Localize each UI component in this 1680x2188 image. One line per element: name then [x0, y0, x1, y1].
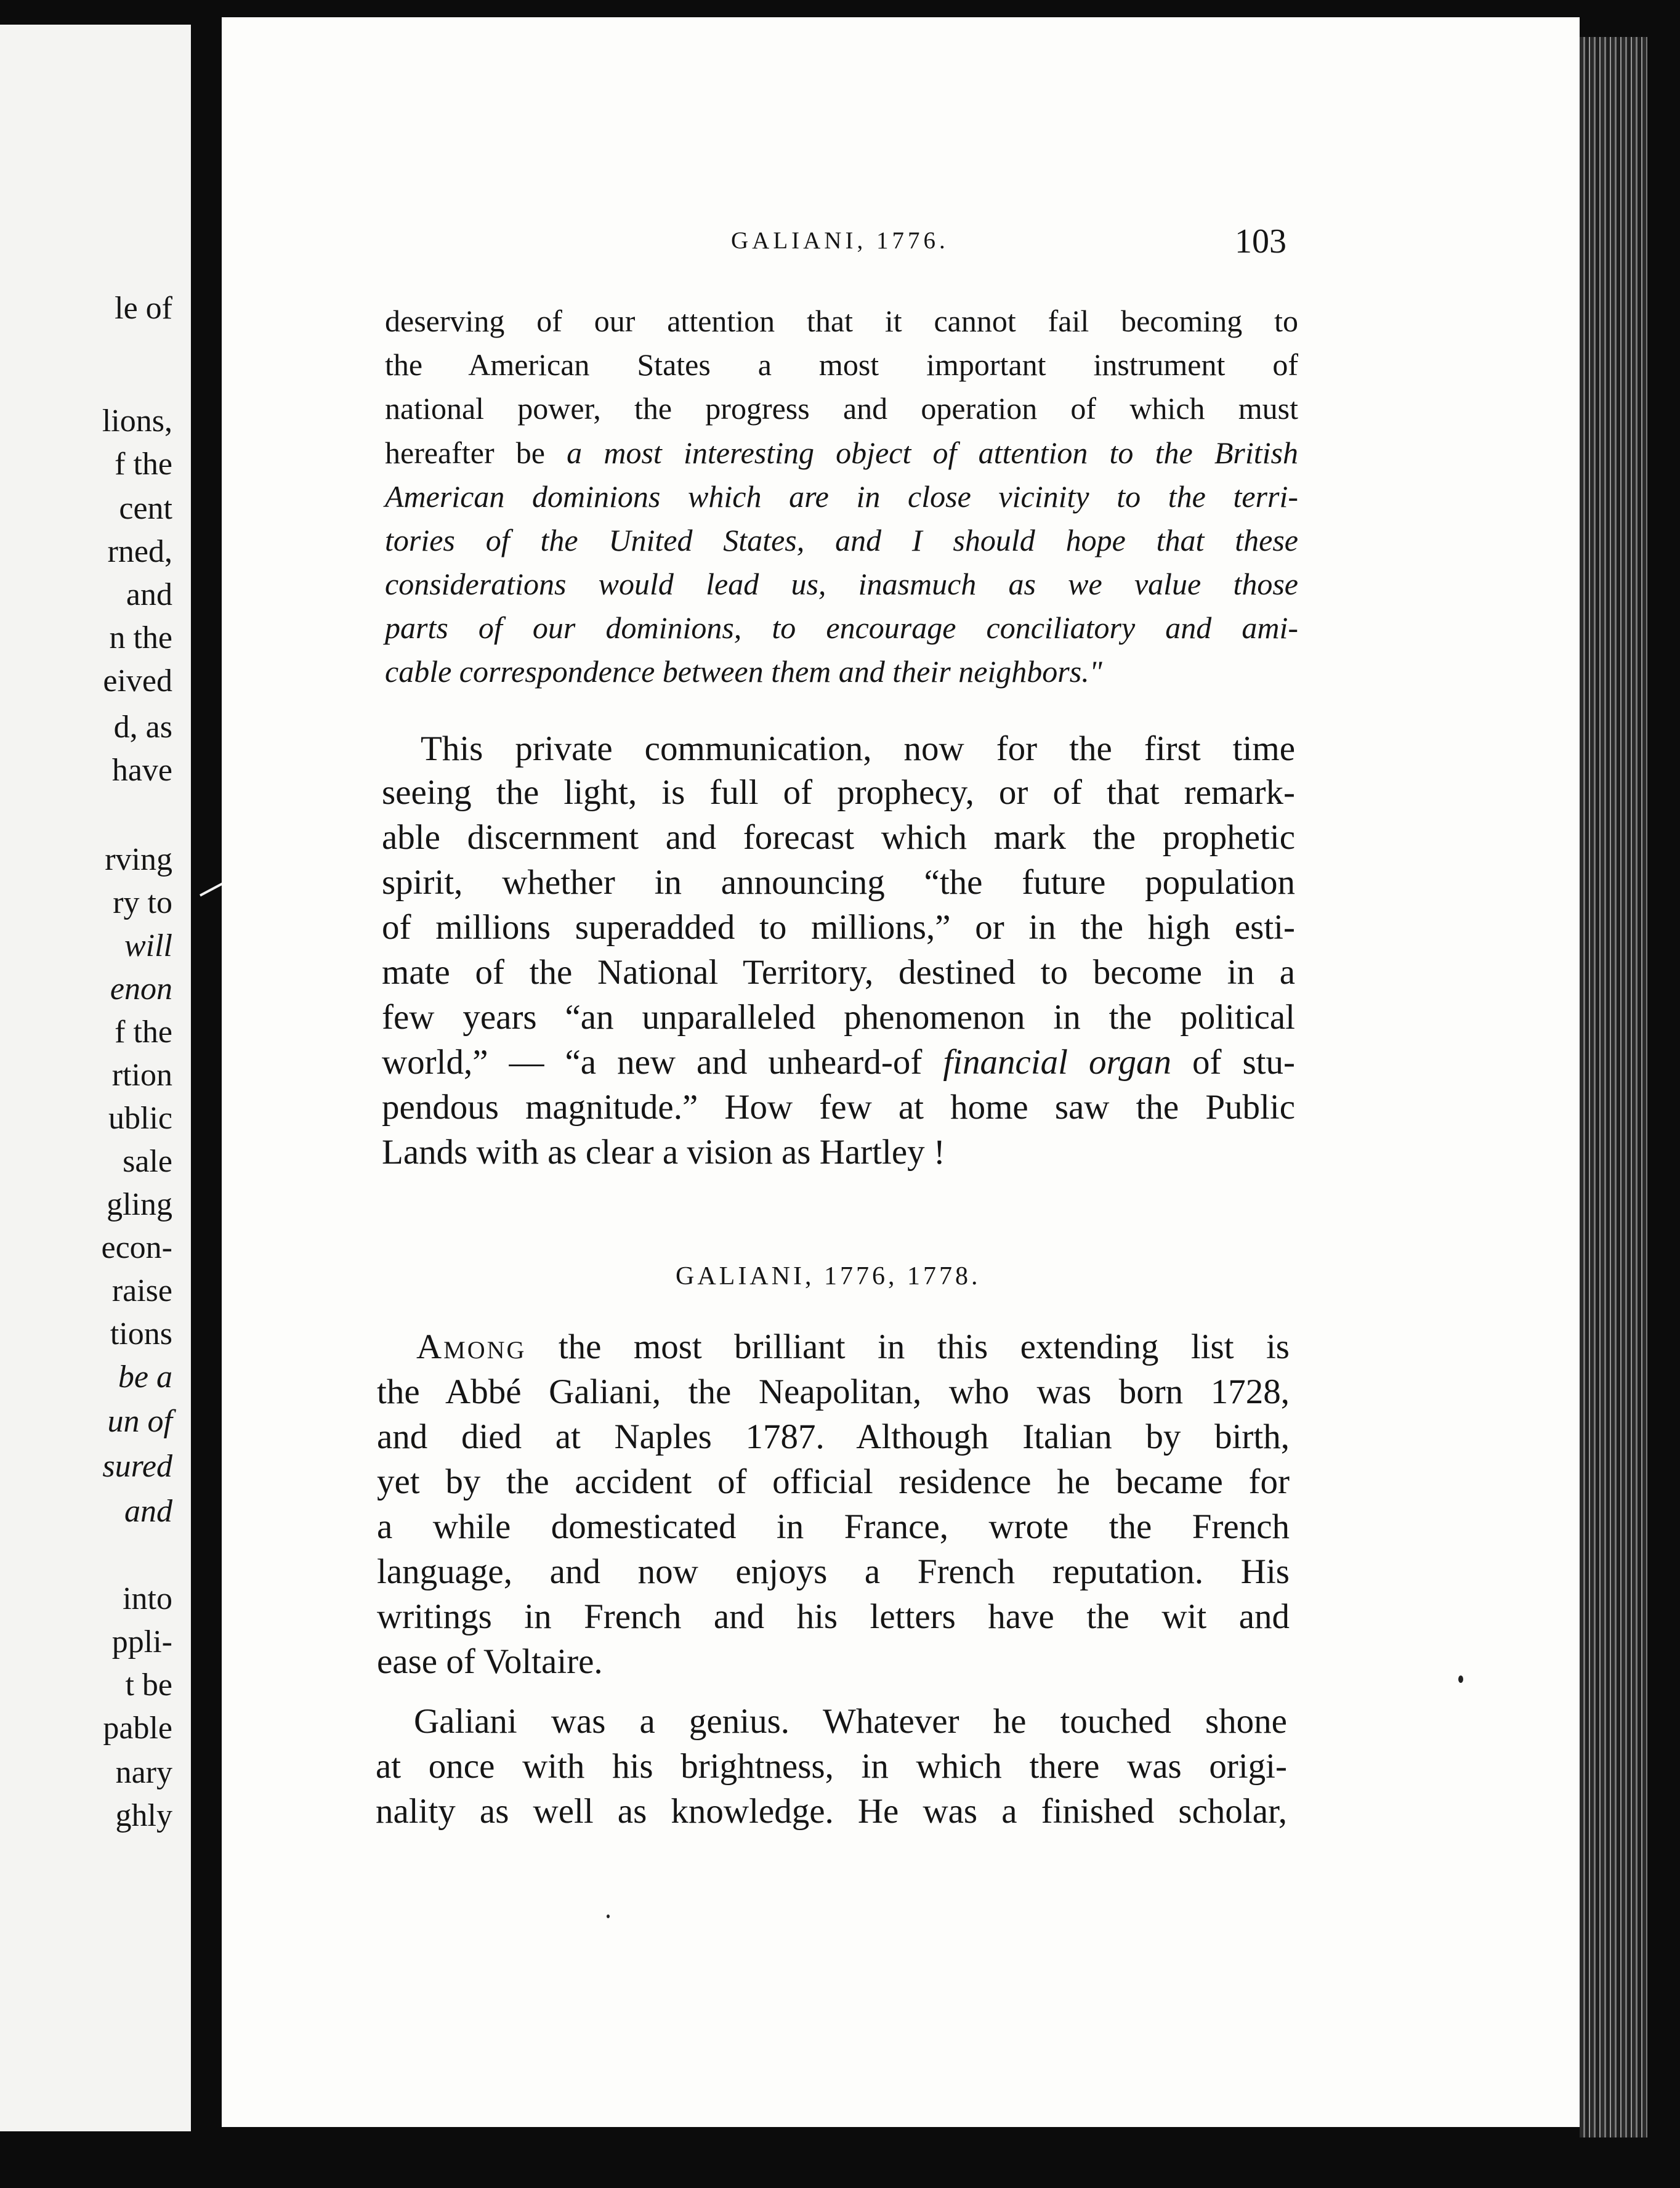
- paragraph-line: [416, 1327, 1290, 1367]
- quote-line: cable correspondence between them and their neighbors.": [385, 654, 1102, 689]
- paragraph-line: and died at Naples 1787. Although Italian by birth,: [377, 1417, 1290, 1456]
- paragraph-line: Galiani was a genius. Whatever he touched shone: [414, 1702, 1287, 1741]
- left-page-fragment: d, as: [113, 710, 172, 745]
- left-page-fragment: f the: [115, 447, 172, 482]
- paragraph-line: Lands with as clear a vision as Hartley !: [382, 1133, 945, 1172]
- lead-word: Among: [416, 1327, 527, 1366]
- left-page-fragment: rving: [105, 842, 172, 877]
- quote-line: considerations would lead us, inasmuch as we value those: [385, 567, 1298, 601]
- paragraph-line: seeing the light, is full of prophecy, or of that remark-: [382, 773, 1295, 812]
- ink-speck: [607, 1914, 610, 1918]
- paragraph-line: a while domesticated in France, wrote the French: [377, 1507, 1290, 1546]
- left-page-fragment: ghly: [115, 1798, 172, 1833]
- paragraph-line: [382, 1042, 1295, 1082]
- paragraph-line: spirit, whether in announcing “the future population: [382, 863, 1295, 902]
- quote-line: American dominions which are in close vicinity to the terri-: [385, 479, 1298, 514]
- left-page-fragment: rtion: [111, 1058, 172, 1093]
- paragraph-line: language, and now enjoys a French reputation. His: [377, 1552, 1290, 1591]
- left-page-fragment: pable: [103, 1711, 172, 1746]
- left-page-fragment: into: [123, 1581, 172, 1616]
- left-page-fragment: raise: [111, 1273, 172, 1308]
- paragraph-line: at once with his brightness, in which there was origi-: [376, 1747, 1287, 1786]
- paragraph-line: yet by the accident of official residence he became for: [377, 1462, 1290, 1501]
- quote-line: national power, the progress and operation of which must: [385, 391, 1298, 426]
- left-page-fragment: rned,: [107, 534, 172, 569]
- left-page-fragment: ry to: [113, 885, 172, 920]
- left-page-fragment: t be: [125, 1667, 172, 1703]
- left-page-fragment: enon: [110, 971, 172, 1007]
- paragraph-line: ease of Voltaire.: [377, 1642, 603, 1681]
- left-page-fragment: le of: [115, 291, 172, 326]
- quote-line: deserving of our attention that it cannot fail becoming to: [385, 304, 1298, 338]
- running-head: GALIANI, 1776.: [731, 227, 949, 254]
- left-page-fragment: eived: [103, 663, 172, 699]
- paragraph-line: This private communication, now for the first time: [421, 729, 1295, 768]
- paragraph-line-roman: world,” — “a new and unheard-of: [382, 1043, 943, 1082]
- left-page-fragment: tions: [110, 1316, 172, 1351]
- paragraph-line: of millions superadded to millions,” or in the high esti-: [382, 908, 1295, 947]
- paragraph-line: mate of the National Territory, destined to become in a: [382, 953, 1295, 992]
- left-page-fragment: will: [124, 928, 172, 963]
- left-page-fragment: gling: [107, 1187, 172, 1222]
- left-facing-page: [0, 25, 191, 2131]
- quote-line-italic: a most interesting object of attention to the British: [567, 436, 1298, 470]
- paragraph-line-italic: financial organ: [943, 1043, 1172, 1082]
- quote-line: the American States a most important instrument of: [385, 347, 1298, 382]
- left-page-fragment: be a: [118, 1359, 172, 1395]
- paragraph-line-roman: of stu-: [1171, 1043, 1295, 1082]
- ink-speck: [1458, 1675, 1463, 1683]
- paragraph-line-text: the most brilliant in this extending list is: [526, 1327, 1290, 1366]
- page-number: 103: [1235, 222, 1286, 261]
- paragraph-line: nality as well as knowledge. He was a finished scholar,: [376, 1792, 1287, 1831]
- paragraph-line: writings in French and his letters have the wit and: [377, 1597, 1290, 1636]
- left-page-fragment: f the: [115, 1015, 172, 1050]
- left-page-fragment: sale: [123, 1144, 172, 1179]
- section-heading: GALIANI, 1776, 1778.: [676, 1262, 981, 1291]
- left-page-fragment: and: [126, 577, 172, 612]
- quote-line: tories of the United States, and I should hope that these: [385, 523, 1298, 557]
- paragraph-line: the Abbé Galiani, the Neapolitan, who was born 1728,: [377, 1372, 1290, 1411]
- left-page-fragment: nary: [115, 1755, 172, 1790]
- paragraph-line: pendous magnitude.” How few at home saw the Public: [382, 1088, 1295, 1127]
- page-edge: [1580, 37, 1647, 2137]
- paragraph-line: able discernment and forecast which mark the prophetic: [382, 818, 1295, 857]
- left-page-fragment: have: [111, 753, 172, 788]
- left-page-fragment: sured: [102, 1449, 172, 1484]
- paragraph-line: few years “an unparalleled phenomenon in the political: [382, 998, 1295, 1037]
- left-page-fragment: ublic: [108, 1101, 172, 1136]
- quote-line: parts of our dominions, to encourage conciliatory and ami-: [385, 610, 1298, 645]
- left-page-fragment: ppli-: [111, 1624, 172, 1659]
- quote-line-roman: hereafter be: [385, 436, 567, 470]
- left-page-fragment: n the: [109, 620, 172, 655]
- left-page-fragment: un of: [107, 1404, 172, 1439]
- left-page-fragment: and: [124, 1494, 172, 1529]
- left-page-fragment: lions,: [102, 403, 172, 439]
- left-page-fragment: cent: [119, 491, 172, 526]
- left-page-fragment: econ-: [101, 1230, 172, 1265]
- quote-line: [385, 435, 1298, 471]
